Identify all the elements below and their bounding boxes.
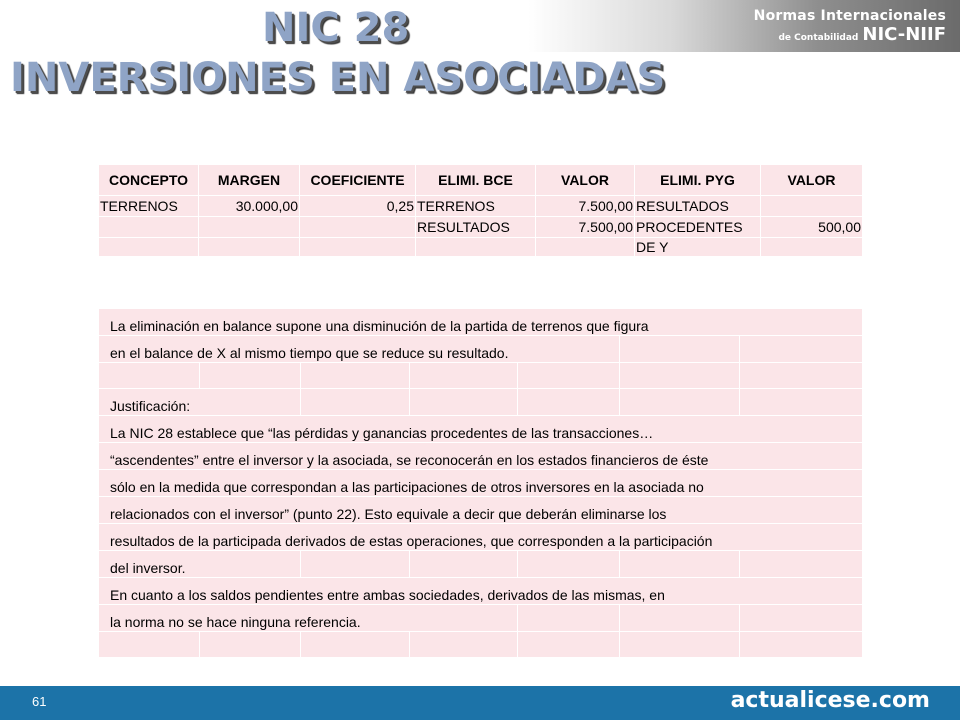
empty-cell <box>740 632 863 658</box>
explanation-table <box>98 308 863 658</box>
empty-cell <box>518 363 620 389</box>
brand-sub: de Contabilidad <box>778 33 859 43</box>
empty-cell <box>200 632 301 658</box>
empty-cell <box>740 363 863 389</box>
table-cell: 0,25 <box>300 196 416 217</box>
empty-cell <box>740 389 863 416</box>
empty-cell <box>301 551 410 578</box>
col-header-concepto: CONCEPTO <box>99 165 199 196</box>
empty-cell <box>620 605 740 632</box>
empty-cell <box>518 389 620 416</box>
empty-cell <box>301 632 410 658</box>
text-row <box>99 632 863 658</box>
brand-main: NIC-NIIF <box>862 24 946 45</box>
text-row <box>99 363 863 389</box>
text-row <box>99 416 863 443</box>
empty-cell <box>620 632 740 658</box>
text-row <box>99 443 863 470</box>
empty-cell <box>99 632 200 658</box>
text-row <box>99 470 863 497</box>
table-cell <box>536 238 635 257</box>
table-row <box>99 196 863 217</box>
table-cell <box>761 196 863 217</box>
footer-bar <box>0 686 960 720</box>
table-cell <box>199 238 300 257</box>
empty-cell <box>620 336 740 363</box>
text-row <box>99 309 863 336</box>
table-row <box>99 217 863 238</box>
text-line: en el balance de X al mismo tiempo que se reduce su resultado. <box>99 336 620 363</box>
text-line: relacionados con el inversor” (punto 22). Esto equivale a decir que deberán eliminarse los <box>99 497 863 524</box>
text-row <box>99 389 863 416</box>
table-cell <box>300 217 416 238</box>
text-line: del inversor. <box>99 551 301 578</box>
brand-line1: Normas Internacionales <box>753 8 946 24</box>
table-cell: DE Y <box>635 238 761 257</box>
empty-cell <box>518 632 620 658</box>
text-line: sólo en la medida que correspondan a las participaciones de otros inversores en la asociada no <box>99 470 863 497</box>
text-line: la norma no se hace ninguna referencia. <box>99 605 518 632</box>
empty-cell <box>301 389 410 416</box>
empty-cell <box>410 551 518 578</box>
table-cell: PROCEDENTES <box>635 217 761 238</box>
table-cell: TERRENOS <box>99 196 199 217</box>
text-row <box>99 497 863 524</box>
text-row <box>99 551 863 578</box>
table-cell <box>99 217 199 238</box>
empty-cell <box>518 605 620 632</box>
text-line: La NIC 28 establece que “las pérdidas y ganancias procedentes de las transacciones… <box>99 416 863 443</box>
empty-cell <box>518 551 620 578</box>
table-cell <box>99 238 199 257</box>
empty-cell <box>410 363 518 389</box>
empty-cell <box>620 551 740 578</box>
text-line: “ascendentes” entre el inversor y la asociada, se reconocerán en los estados financieros de éste <box>99 443 863 470</box>
table-cell: TERRENOS <box>416 196 536 217</box>
elimination-table <box>98 164 863 257</box>
empty-cell <box>740 551 863 578</box>
text-line: La eliminación en balance supone una disminución de la partida de terrenos que figura <box>99 309 863 336</box>
col-header-elimi-bce: ELIMI. BCE <box>416 165 536 196</box>
text-line: En cuanto a los saldos pendientes entre ambas sociedades, derivados de las mismas, en <box>99 578 863 605</box>
site-logo: actualicese.com <box>730 688 930 713</box>
col-header-elimi-pyg: ELIMI. PYG <box>635 165 761 196</box>
table-cell: 7.500,00 <box>536 217 635 238</box>
table-cell: RESULTADOS <box>635 196 761 217</box>
text-row <box>99 578 863 605</box>
table-cell <box>300 238 416 257</box>
empty-cell <box>200 363 301 389</box>
empty-cell <box>620 363 740 389</box>
empty-cell <box>740 605 863 632</box>
empty-cell <box>410 632 518 658</box>
table-header-row <box>99 165 863 196</box>
col-header-margen: MARGEN <box>199 165 300 196</box>
page-title: NIC 28 <box>262 5 410 51</box>
text-line: Justificación: <box>99 389 301 416</box>
table-cell: 7.500,00 <box>536 196 635 217</box>
empty-cell <box>620 389 740 416</box>
table-cell <box>416 238 536 257</box>
empty-cell <box>301 363 410 389</box>
col-header-coeficiente: COEFICIENTE <box>300 165 416 196</box>
text-row <box>99 605 863 632</box>
empty-cell <box>99 363 200 389</box>
table-cell: 500,00 <box>761 217 863 238</box>
text-row <box>99 524 863 551</box>
text-row <box>99 336 863 363</box>
empty-cell <box>740 336 863 363</box>
text-line: resultados de la participada derivados de estas operaciones, que corresponden a la participación <box>99 524 863 551</box>
brand-line2 <box>754 24 946 45</box>
table-cell <box>199 217 300 238</box>
table-row <box>99 238 863 257</box>
table-cell: 30.000,00 <box>199 196 300 217</box>
page-subtitle: INVERSIONES EN ASOCIADAS <box>10 55 666 101</box>
col-header-valor-bce: VALOR <box>536 165 635 196</box>
table-cell <box>761 238 863 257</box>
brand-logo <box>754 8 946 45</box>
table-cell: RESULTADOS <box>416 217 536 238</box>
col-header-valor-pyg: VALOR <box>761 165 863 196</box>
page-number: 61 <box>32 694 47 709</box>
empty-cell <box>410 389 518 416</box>
